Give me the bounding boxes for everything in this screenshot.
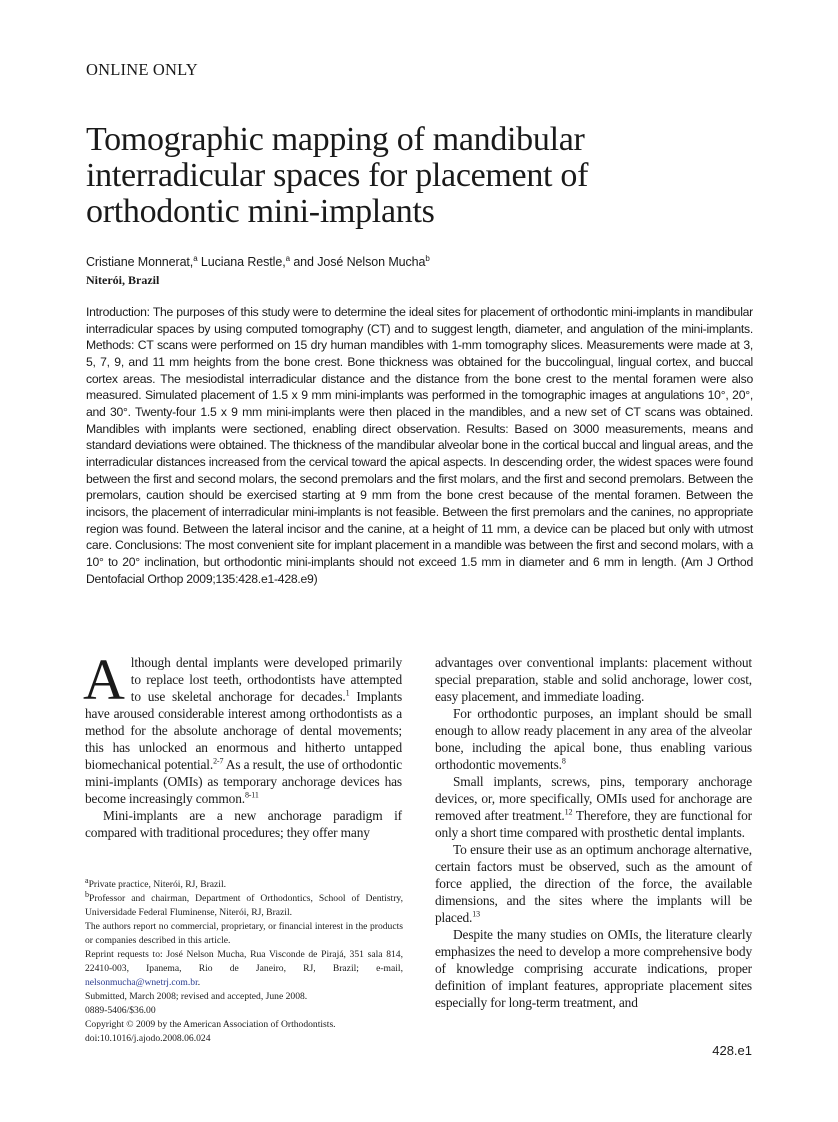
text: Small implants, screws, pins, temporary anchorage devices, or, more specifically, OMIs used for anchorage are removed after treatment.	[435, 774, 752, 823]
author-list	[86, 255, 430, 269]
text: lthough dental implants were developed primarily to replace lost teeth, orthodontists have attempted to use skeletal anchorage for decades.	[130, 655, 402, 704]
footnote-affiliation-b	[85, 889, 403, 920]
citation: 1	[345, 688, 350, 698]
text: For orthodontic purposes, an implant should be small enough to allow ready placement in any area of the alveolar bone, including the apical bone, thus enabling various orthodontic movements.	[435, 706, 752, 772]
section-label: ONLINE ONLY	[86, 60, 198, 79]
text: Professor and chairman, Department of Orthodontics, School of Dentistry, Universidade Federal Fluminense, Niterói, RJ, Brazil.	[85, 893, 403, 918]
body-column-right	[435, 654, 752, 1011]
footnote-mark: b	[85, 889, 89, 899]
citation: 2-7	[213, 756, 224, 766]
text: .	[197, 977, 201, 988]
footnote-copyright: Copyright © 2009 by the American Association of Orthodontists.	[85, 1019, 336, 1030]
text: As a result, the use of orthodontic mini-implants (OMIs) as temporary anchorage devices has become increasingly common.	[85, 757, 402, 806]
text: Therefore, they are functional for only a short time compared with prosthetic dental implants.	[435, 808, 752, 840]
author-name: Cristiane Monnerat,	[86, 255, 194, 269]
body-paragraph: advantages over conventional implants: placement without special preparation, stable and solid anchorage, lower cost, easy placement, and immediate loading.	[435, 655, 752, 704]
text: Private practice, Niterói, RJ, Brazil.	[88, 879, 227, 890]
footnote-doi: doi:10.1016/j.ajodo.2008.06.024	[85, 1033, 211, 1044]
body-paragraph	[435, 705, 752, 773]
footnote-issn: 0889-5406/$36.00	[85, 1005, 156, 1016]
affiliation-mark: a	[193, 253, 198, 263]
footnote-affiliation-a	[85, 875, 403, 892]
text: Reprint requests to: José Nelson Mucha, Rua Visconde de Pirajá, 351 sala 814, 22410-003, Ipanema, Rio de Janeiro, RJ, Brazil; e-mail,	[85, 949, 403, 974]
body-paragraph	[83, 647, 403, 807]
abstract: Introduction: The purposes of this study were to determine the ideal sites for placement of orthodontic mini-implants in mandibular interradicular spaces by using computed tomography (CT) and to suggest length, diameter, and angulation of the mini-implants. Methods: CT scans were performed on 15 dry human mandibles with 1-mm tomography slices. Measurements were made at 3, 5, 7, 9, and 11 mm heights from the bone crest. Bone thickness was obtained for the buccolingual, lingual cortex, and buccal cortex areas. The mesiodistal interradicular distance and the distance from the bone crest to the mental foramen were also measured. Simulated placement of 1.5 x 9 mm mini-implants was performed in the tomographic images at angulations 10°, 20°, and 30°. Twenty-four 1.5 x 9 mm mini-implants were then placed in the mandibles, and a new set of CT scans was obtained. Mandibles with implants were sectioned, enabling direct observation. Results: Based on 3000 measurements, means and standard deviations were obtained. The thickness of the mandibular alveolar bone in the cortical buccal and lingual areas, and the interradicular distances increased from the cervical toward the apical aspects. In descending order, the widest spaces were found between the first and second molars, the second premolars and the first molars, and the first and second premolars. Between the premolars, caution should be exercised starting at 9 mm from the bone crest because of the mental foramen. Between the incisors, the placement of interradicular mini-implants is not feasible. Between the first premolars and the canines, no appropriate region was found. Between the lateral incisor and the canine, at a height of 11 mm, a device can be placed but only with utmost care. Conclusions: The most convenient site for implant placement in a mandible was between the first and second molars, with a 10° to 20° inclination, but orthodontic mini-implants should not exceed 1.5 mm in diameter and 6 mm in length. (Am J Orthod Dentofacial Orthop 2009;135:428.e1-428.e9)	[86, 305, 753, 586]
citation: 8-11	[244, 790, 259, 800]
citation: 12	[564, 807, 573, 817]
author-location: Niterói, Brazil	[86, 273, 160, 287]
affiliation-mark: b	[425, 253, 430, 263]
citation: 8	[561, 756, 566, 766]
text: Implants have aroused considerable interest among orthodontists as a method for the absolute anchorage of dental movements; this has unlocked an enormous and hitherto untapped biomechanical potential.	[85, 689, 403, 772]
body-column-left	[83, 647, 403, 841]
footnote-reprint	[85, 948, 403, 990]
affiliation-mark: a	[285, 253, 290, 263]
citation: 13	[472, 909, 480, 919]
footnotes	[85, 875, 403, 1046]
article-title: Tomographic mapping of mandibular interradicular spaces for placement of orthodontic mini-implants	[86, 121, 589, 230]
page-number: 428.e1	[712, 1043, 752, 1058]
drop-cap: A	[83, 647, 125, 712]
footnote-mark: a	[85, 875, 89, 885]
footnote-disclosure: The authors report no commercial, proprietary, or financial interest in the products or companies described in this article.	[85, 921, 403, 946]
email-link[interactable]: nelsonmucha@wnetrj.com.br	[85, 977, 198, 988]
text: To ensure their use as an optimum anchorage alternative, certain factors must be observed, such as the amount of force applied, the direction of the force, the available dimensions, and the sites where the implants will be placed.	[435, 842, 752, 925]
author-name: Luciana Restle,	[197, 255, 286, 269]
body-paragraph	[435, 773, 752, 841]
footnote-submitted: Submitted, March 2008; revised and accepted, June 2008.	[85, 991, 308, 1002]
body-paragraph: Mini-implants are a new anchorage paradigm if compared with traditional procedures; they offer many	[85, 808, 402, 840]
body-paragraph	[435, 841, 752, 926]
author-name: and José Nelson Mucha	[289, 255, 426, 269]
body-paragraph: Despite the many studies on OMIs, the literature clearly emphasizes the need to develop a more comprehensive body of knowledge comprising accurate indications, proper definition of implant features, appropriate placement sites especially for long-term treatment, and	[435, 927, 752, 1010]
